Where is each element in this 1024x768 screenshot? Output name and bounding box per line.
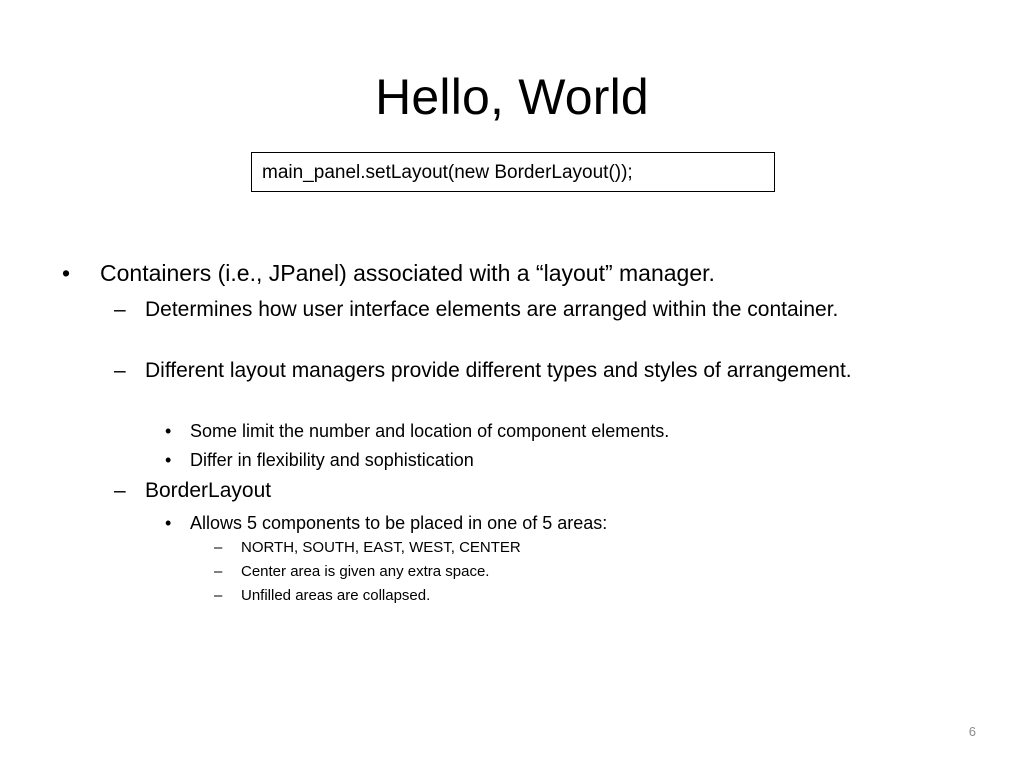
bullet-marker: • — [165, 421, 172, 441]
bullet-item-level2 — [114, 296, 914, 324]
bullet-item-level3 — [165, 509, 925, 537]
dash-marker: – — [214, 587, 223, 604]
bullet-text: Containers (i.e., JPanel) associated with a “layout” manager. — [100, 260, 715, 286]
bullet-text: Unfilled areas are collapsed. — [241, 587, 431, 604]
dash-marker: – — [114, 359, 126, 382]
bullet-item-level4 — [214, 560, 914, 584]
bullet-item-level3 — [165, 446, 925, 474]
dash-marker: – — [114, 479, 126, 502]
bullet-marker: • — [165, 450, 172, 470]
code-snippet-box: main_panel.setLayout(new BorderLayout()); — [251, 152, 775, 192]
bullet-item-level1 — [62, 259, 962, 287]
bullet-text: BorderLayout — [145, 479, 272, 502]
dash-marker: – — [114, 298, 126, 321]
bullet-item-level3 — [165, 417, 925, 445]
bullet-text: Some limit the number and location of component elements. — [190, 421, 670, 441]
dash-marker: – — [214, 563, 223, 580]
bullet-item-level4 — [214, 536, 914, 560]
dash-marker: – — [214, 539, 223, 556]
slide-number: 6 — [968, 724, 976, 739]
bullet-text: Center area is given any extra space. — [241, 563, 490, 580]
bullet-text: Allows 5 components to be placed in one of 5 areas: — [190, 513, 608, 533]
slide-title: Hello, World — [375, 69, 649, 125]
bullet-text: Differ in flexibility and sophistication — [190, 450, 474, 470]
bullet-text: Determines how user interface elements are arranged within the container. — [145, 298, 839, 321]
bullet-item-level4 — [214, 584, 914, 608]
bullet-marker: • — [62, 260, 71, 286]
bullet-text: NORTH, SOUTH, EAST, WEST, CENTER — [241, 539, 521, 556]
bullet-item-level2 — [114, 357, 914, 385]
bullet-item-level2 — [114, 477, 914, 505]
bullet-marker: • — [165, 513, 172, 533]
bullet-text: Different layout managers provide different types and styles of arrangement. — [145, 359, 852, 382]
